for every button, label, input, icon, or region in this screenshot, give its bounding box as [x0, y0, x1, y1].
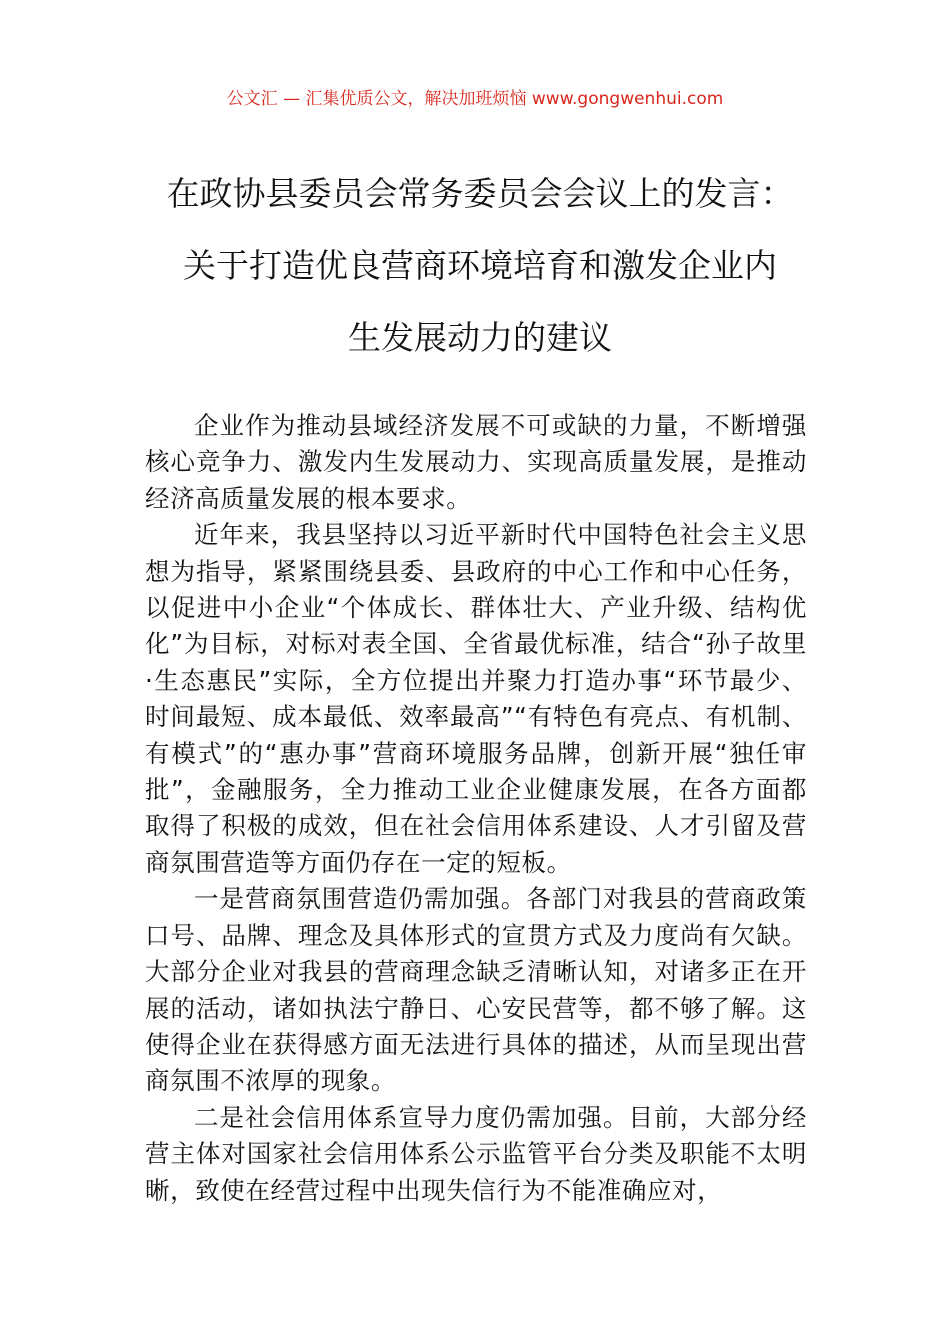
paragraph-intro: 企业作为推动县域经济发展不可或缺的力量，不断增强核心竞争力、激发内生发展动力、实现高质量发展，是推动经济高质量发展的根本要求。 [145, 411, 807, 513]
title-line-1: 在政协县委员会常务委员会会议上的发言： [166, 174, 794, 213]
watermark-header: 公文汇 — 汇集优质公文，解决加班烦恼 www.gongwenhui.com [226, 89, 724, 109]
document-body [145, 408, 807, 1209]
title-line-2: 关于打造优良营商环境培育和激发企业内 [183, 246, 777, 285]
title-line-3: 生发展动力的建议 [348, 318, 612, 357]
document-title [140, 158, 820, 374]
paragraph-background: 近年来，我县坚持以习近平新时代中国特色社会主义思想为指导，紧紧围绕县委、县政府的中心工作和中心任务，以促进中小企业“个体成长、群体壮大、产业升级、结构优化”为目标，对标对表全国、全省最优标准，结合“孙子故里·生态惠民”实际，全方位提出并聚力打造办事“环节最少、时间最短、成本最低、效率最高”“有特色有亮点、有机制、有模式”的“惠办事”营商环境服务品牌，创新开展“独任审批”，金融服务，全力推动工业企业健康发展，在各方面都取得了积极的成效，但在社会信用体系建设、人才引留及营商氛围营造等方面仍存在一定的短板。 [145, 520, 807, 877]
paragraph-issue-two: 二是社会信用体系宣导力度仍需加强。目前，大部分经营主体对国家社会信用体系公示监管平台分类及职能不太明晰，致使在经营过程中出现失信行为不能准确应对， [145, 1102, 807, 1205]
paragraph-issue-one: 一是营商氛围营造仍需加强。各部门对我县的营商政策口号、品牌、理念及具体形式的宣贯方式及力度尚有欠缺。大部分企业对我县的营商理念缺乏清晰认知，对诸多正在开展的活动，诸如执法宁静日、心安民营等，都不够了解。这使得企业在获得感方面无法进行具体的描述，从而呈现出营商氛围不浓厚的现象。 [145, 884, 807, 1096]
